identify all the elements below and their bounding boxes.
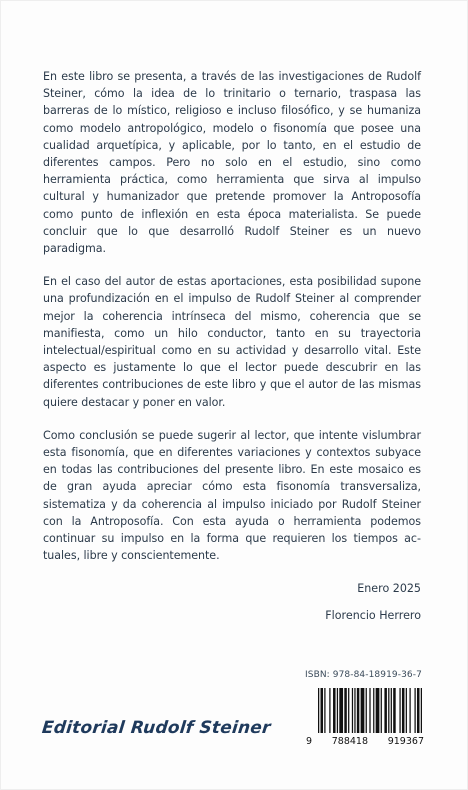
- paragraph-3: Como conclusión se puede sugerir al lector, que intente vislumbrar esta fisonomía, que en diferentes variaciones y contextos subyace en todas las contribuciones del presente libro. En este mosaico es de gran ayuda apreciar cómo esta fisonomía transversaliza, sistematiza y da coherencia al impulso iniciado por Rudolf Steiner con la Antroposofía. Con esta ayuda o herramienta podemos continuar su impulso en la forma que requieren los tiempos actuales, libre y conscientemente.: [43, 428, 421, 563]
- barcode-bar: [376, 688, 380, 733]
- barcode-bar: [324, 688, 325, 733]
- barcode-bar: [329, 688, 330, 733]
- barcode-bar: [339, 688, 343, 733]
- barcode-bar: [354, 688, 355, 733]
- barcode-bar: [361, 688, 365, 733]
- barcode-bar: [399, 688, 400, 733]
- barcode-bar: [393, 688, 396, 733]
- barcode-bar: [318, 688, 319, 733]
- barcode-bar: [406, 688, 407, 733]
- synopsis-text: [43, 68, 421, 624]
- publisher-logo: Editorial Rudolf Steiner: [40, 718, 272, 738]
- barcode-bar: [369, 688, 370, 733]
- barcode-group-1: 788418: [331, 736, 369, 747]
- barcode-icon: [318, 688, 422, 733]
- barcode-bar: [414, 688, 415, 733]
- barcode-bar: [337, 688, 338, 733]
- barcode-bar: [352, 688, 353, 733]
- barcode-bar: [391, 688, 392, 733]
- barcode-bar: [402, 688, 405, 733]
- isbn-label: ISBN: 978-84-18919-36-7: [305, 670, 422, 680]
- barcode-bar: [384, 688, 387, 733]
- barcode-bar: [373, 688, 374, 733]
- barcode-first-digit: 9: [306, 736, 313, 747]
- barcode-bar: [321, 688, 324, 733]
- date-line: Enero 2025: [357, 582, 421, 596]
- barcode-bar: [421, 688, 422, 733]
- paragraph-2: En el caso del autor de estas aportaciones, esta posibilidad supone una profundización en el impulso de Rudolf Steiner al comprender mejor la coherencia intrínseca del mismo, coherencia que se manifiesta, como un hilo conductor, tanto en su trayectoria intelectual/espiritual como en su actividad y desarrollo vital. Este aspecto es justamente lo que el lector puede descubrir en las diferentes contribuciones de este libro y que el autor de las mismas quiere destacar y poner en valor.: [43, 275, 421, 409]
- barcode-bar: [388, 688, 389, 733]
- barcode-bar: [357, 688, 360, 733]
- barcode-bar: [344, 688, 347, 733]
- barcode-digits: [306, 736, 424, 747]
- author-signature: Florencio Herrero: [325, 609, 421, 623]
- paragraph-1: En este libro se presenta, a través de las investigaciones de Rudolf Steiner, cómo la idea de lo trinitario o ternario, traspasa las barreras de lo místico, religioso e incluso filosófico, y se humaniza como modelo antropológico, modelo o fisonomía que posee una cualidad arquetípica, y aplicable, por lo tanto, en el estudio de diferentes campos. Pero no solo en el estudio, sino como herramienta práctica, como herramienta que sirva al impulso cultural y humanizador que pretende promover la Antroposofía como punto de inflexión en esta época materialista. Se puede concluir que lo que desarrolló Rudolf Steiner es un nuevo paradigma.: [43, 70, 421, 256]
- barcode-bar: [409, 688, 410, 733]
- barcode-group-2: 919367: [387, 736, 424, 747]
- barcode-bar: [417, 688, 420, 733]
- barcode-bar: [381, 688, 382, 733]
- barcode-bar: [366, 688, 367, 733]
- barcode-bar: [348, 688, 349, 733]
- barcode-bar: [333, 688, 336, 733]
